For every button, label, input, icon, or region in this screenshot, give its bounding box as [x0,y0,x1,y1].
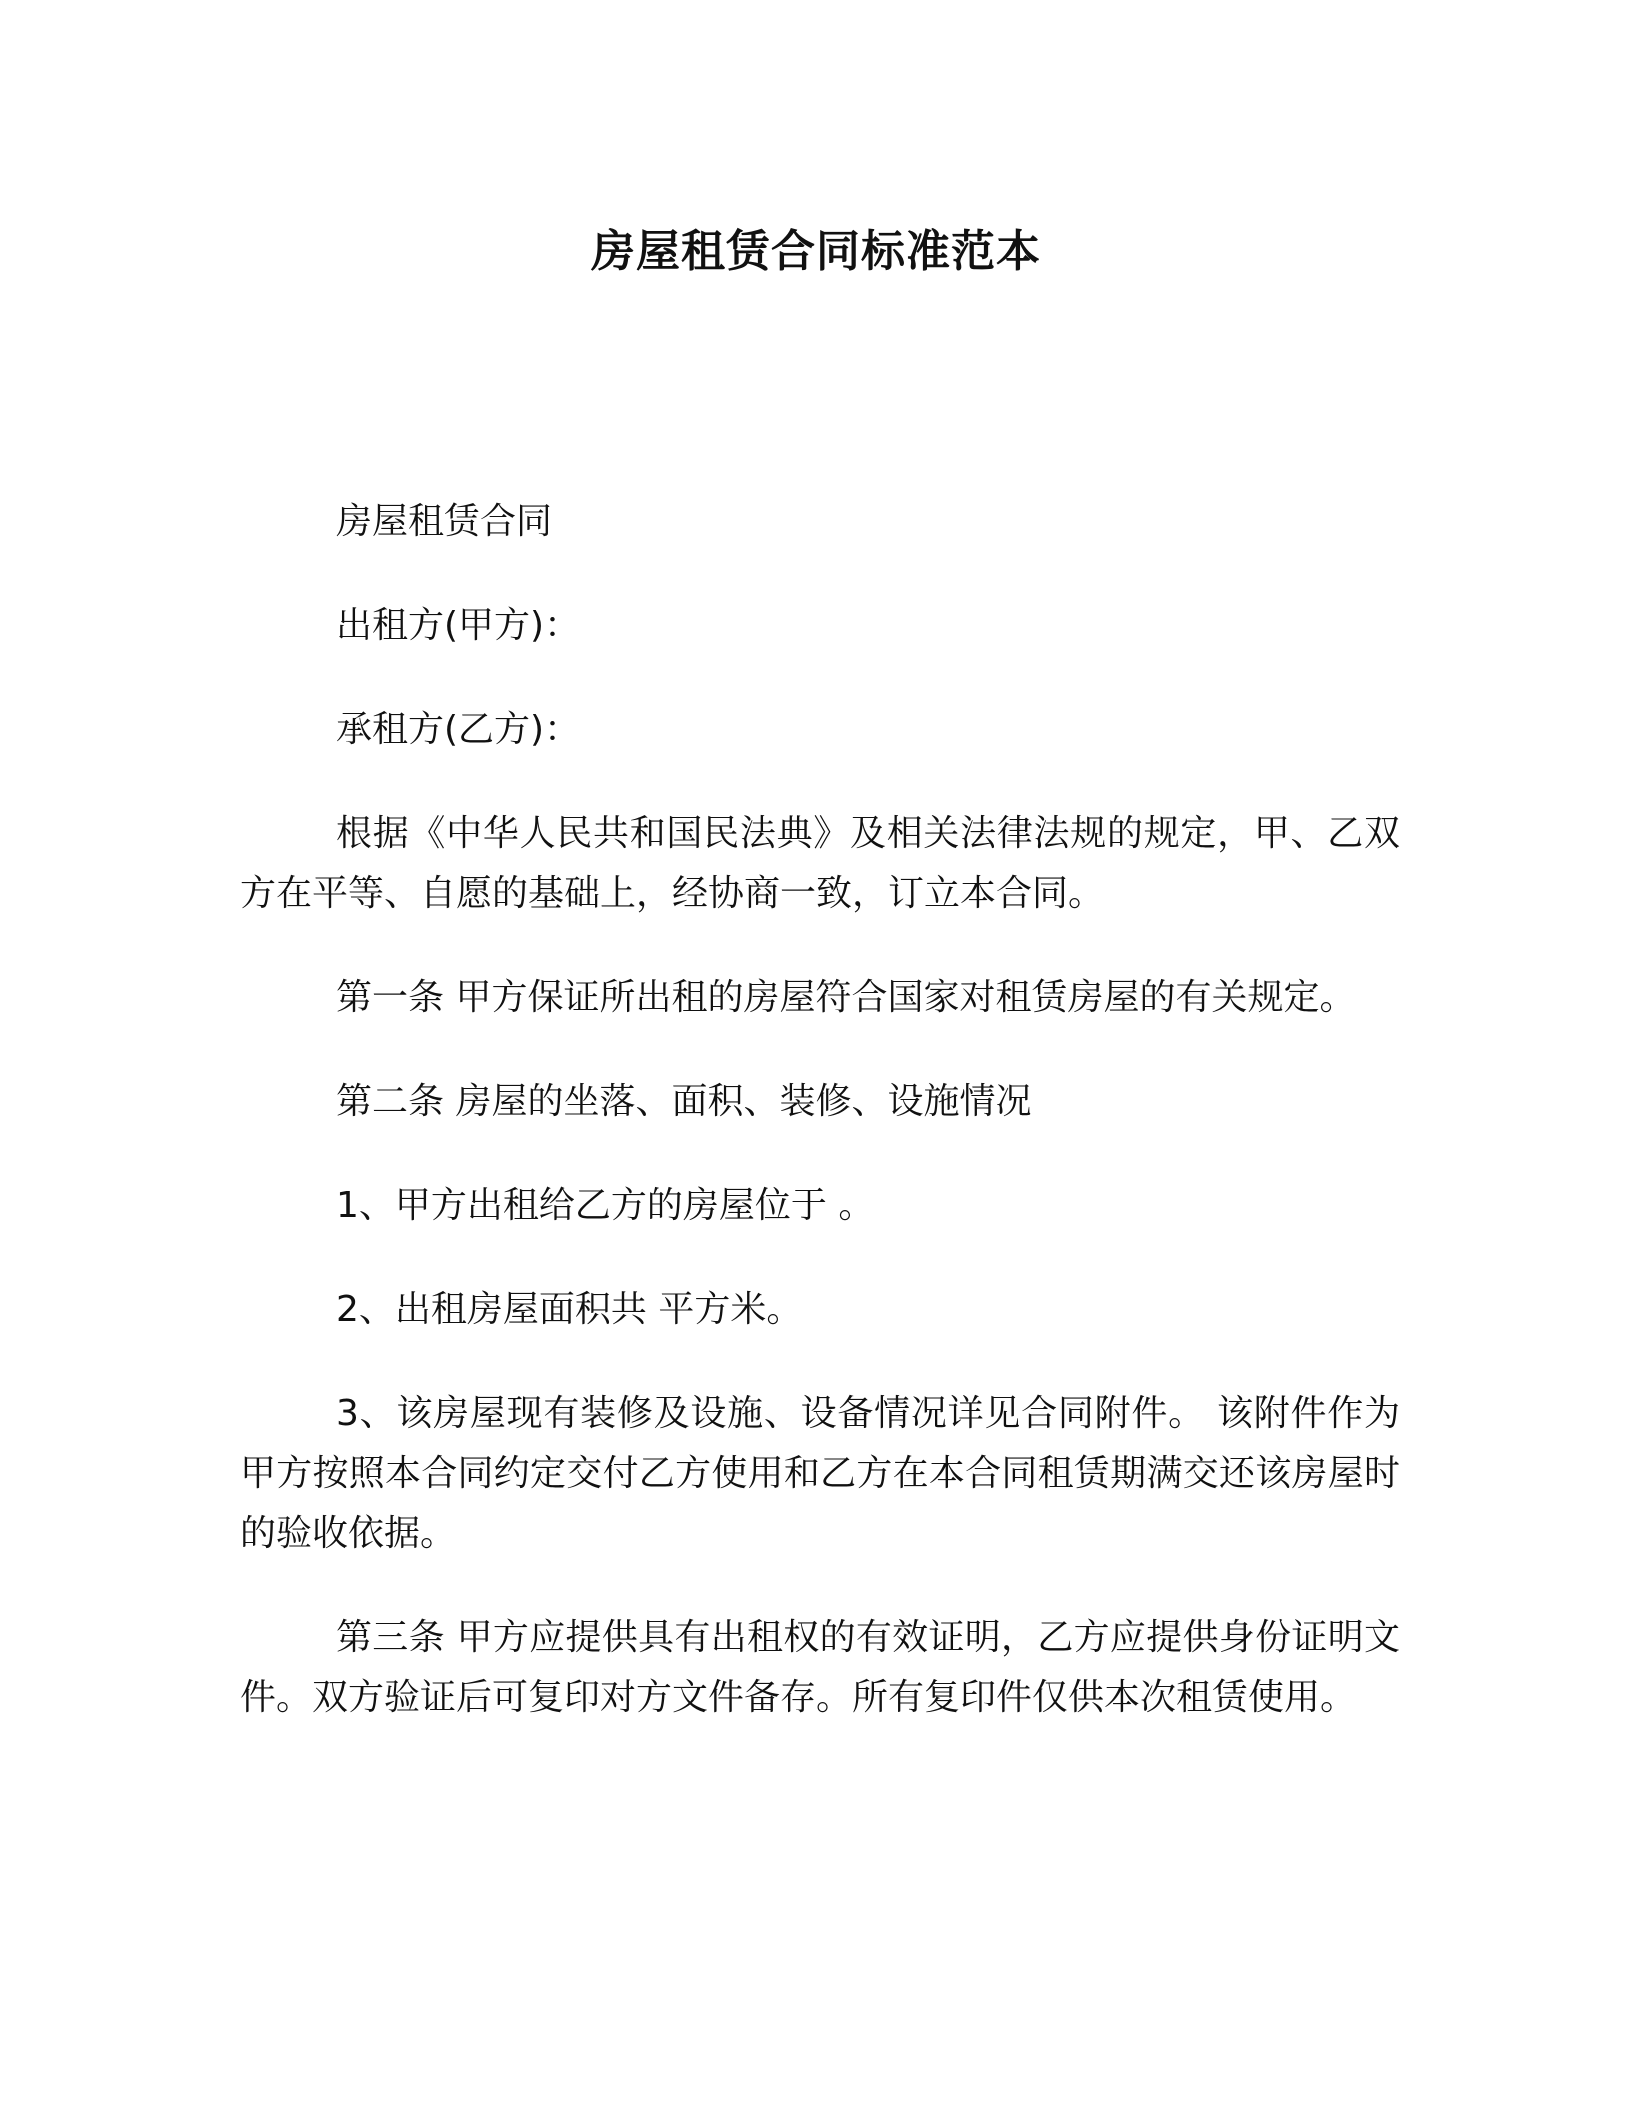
document-body [240,492,1400,1772]
article-2-item-2: 2、出租房屋面积共 平方米。 [336,1289,803,1330]
lessee-line: 承租方(乙方)： [336,709,581,750]
article-3: 第三条 甲方应提供具有出租权的有效证明，乙方应提供身份证明文件。双方验证后可复印对方文件备存。所有复印件仅供本次租赁使用。 [240,1617,1400,1718]
article-2-item-3: 3、该房屋现有装修及设施、设备情况详见合同附件。 该附件作为甲方按照本合同约定交付乙方使用和乙方在本合同租赁期满交还该房屋时的验收依据。 [240,1393,1400,1554]
article-2-item-1: 1、甲方出租给乙方的房屋位于 。 [336,1185,875,1226]
document-title: 房屋租赁合同标准范本 [591,226,1041,277]
article-1: 第一条 甲方保证所出租的房屋符合国家对租赁房屋的有关规定。 [336,977,1356,1018]
preamble-paragraph: 根据《中华人民共和国民法典》及相关法律法规的规定，甲、乙双方在平等、自愿的基础上，经协商一致，订立本合同。 [240,813,1400,914]
article-2-heading: 第二条 房屋的坐落、面积、装修、设施情况 [336,1081,1032,1122]
lessor-line: 出租方(甲方)： [336,605,581,646]
contract-heading: 房屋租赁合同 [336,501,553,542]
